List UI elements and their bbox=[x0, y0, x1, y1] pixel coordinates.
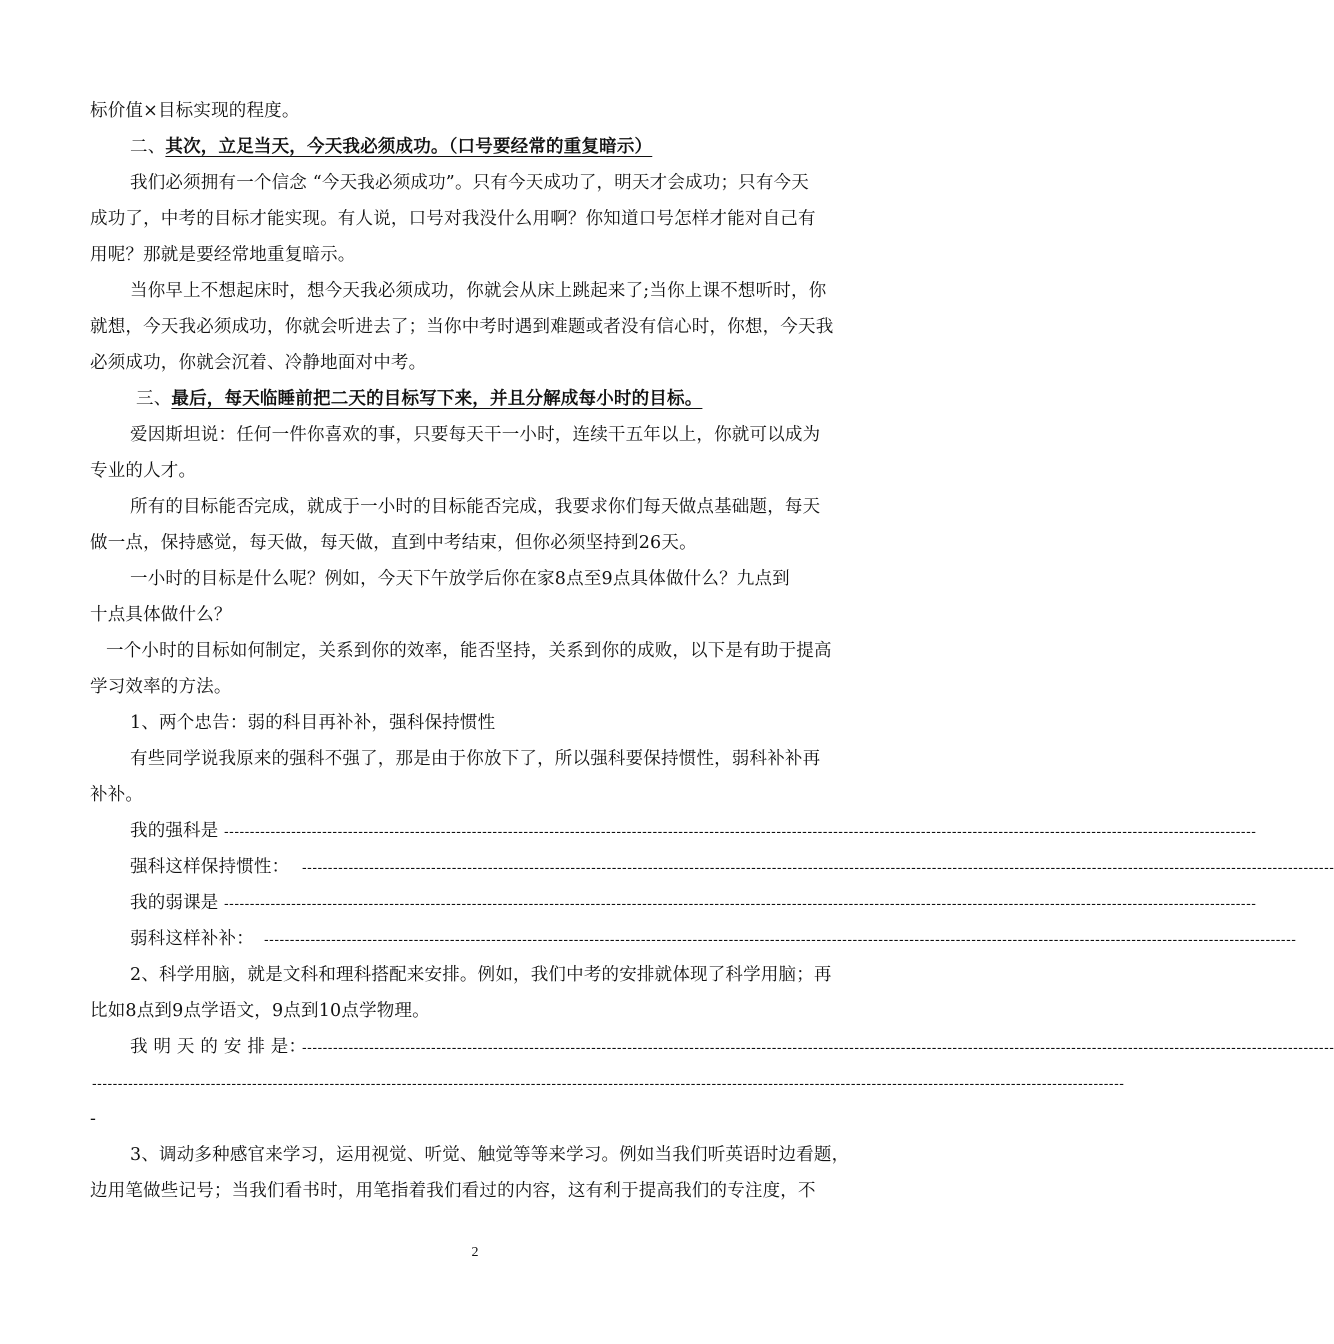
blank-line-end: - bbox=[90, 1109, 97, 1129]
heading-number: 三、 bbox=[136, 389, 172, 409]
paragraph-line: 我们必须拥有一个信念 “今天我必须成功”。只有今天成功了，明天才会成功；只有今天 bbox=[130, 173, 809, 193]
page-number: 2 bbox=[471, 1245, 479, 1260]
paragraph-line: 边用笔做些记号；当我们看书时，用笔指着我们看过的内容，这有利于提高我们的专注度，不 bbox=[90, 1181, 816, 1201]
paragraph-line: 学习效率的方法。 bbox=[90, 677, 232, 697]
paragraph-line: 一个小时的目标如何制定，关系到你的效率，能否坚持，关系到你的成败，以下是有助于提高 bbox=[106, 641, 832, 661]
fill-in-label: 弱科这样补补： bbox=[130, 929, 254, 949]
paragraph-line: 标价值×目标实现的程度。 bbox=[90, 101, 300, 121]
paragraph-line: 有些同学说我原来的强科不强了，那是由于你放下了，所以强科要保持惯性，弱科补补再 bbox=[130, 749, 821, 769]
blank-line[interactable]: -------------------------------------------------------------------------------------------------------------------------------------------------------------------------------------------------------- bbox=[264, 931, 1297, 947]
paragraph-line: 用呢？那就是要经常地重复暗示。 bbox=[90, 245, 356, 265]
paragraph-line: 必须成功，你就会沉着、冷静地面对中考。 bbox=[90, 353, 427, 373]
paragraph-line: 补补。 bbox=[90, 785, 144, 805]
fill-in-label: 我的强科是 bbox=[130, 821, 219, 841]
blank-line[interactable]: -------------------------------------------------------------------------------------------------------------------------------------------------------------------------------------------------------- bbox=[224, 823, 1257, 839]
paragraph-line: 就想，今天我必须成功，你就会听进去了；当你中考时遇到难题或者没有信心时，你想，今天我 bbox=[90, 317, 834, 337]
paragraph-line: 专业的人才。 bbox=[90, 461, 197, 481]
paragraph-line: 十点具体做什么？ bbox=[90, 605, 232, 625]
blank-line[interactable]: -------------------------------------------------------------------------------------------------------------------------------------------------------------------------------------------------------- bbox=[302, 859, 1334, 875]
heading-text: 最后，每天临睡前把二天的目标写下来，并且分解成每小时的目标。 bbox=[171, 389, 703, 409]
blank-line[interactable]: -------------------------------------------------------------------------------------------------------------------------------------------------------------------------------------------------------- bbox=[224, 895, 1257, 911]
paragraph-line: 做一点，保持感觉，每天做，每天做，直到中考结束，但你必须坚持到26天。 bbox=[90, 533, 697, 553]
paragraph-line: 当你早上不想起床时，想今天我必须成功，你就会从床上跳起来了;当你上课不想听时，你 bbox=[130, 281, 827, 301]
fill-in-label: 我 明 天 的 安 排 是： bbox=[130, 1037, 307, 1057]
paragraph-line: 比如8点到9点学语文，9点到10点学物理。 bbox=[90, 1001, 430, 1021]
paragraph-line: 2、科学用脑，就是文科和理科搭配来安排。例如，我们中考的安排就体现了科学用脑；再 bbox=[130, 965, 832, 985]
heading-number: 二、 bbox=[130, 137, 166, 157]
fill-in-label: 强科这样保持惯性： bbox=[130, 857, 290, 877]
paragraph-line: 成功了，中考的目标才能实现。有人说，口号对我没什么用啊？你知道口号怎样才能对自己有 bbox=[90, 209, 816, 229]
fill-in-label: 我的弱课是 bbox=[130, 893, 219, 913]
paragraph-line: 所有的目标能否完成，就成于一小时的目标能否完成，我要求你们每天做点基础题，每天 bbox=[130, 497, 821, 517]
section-heading-2 bbox=[130, 135, 860, 159]
blank-line[interactable]: -------------------------------------------------------------------------------------------------------------------------------------------------------------------------------------------------------- bbox=[302, 1039, 1334, 1055]
paragraph-line: 一小时的目标是什么呢？例如，今天下午放学后你在家8点至9点具体做什么？九点到 bbox=[130, 569, 790, 589]
heading-text: 其次，立足当天，今天我必须成功。（口号要经常的重复暗示） bbox=[165, 137, 653, 157]
section-heading-3 bbox=[136, 387, 860, 411]
blank-line[interactable]: -------------------------------------------------------------------------------------------------------------------------------------------------------------------------------------------------------- bbox=[92, 1075, 1125, 1091]
paragraph-line: 爱因斯坦说：任何一件你喜欢的事，只要每天干一小时，连续干五年以上，你就可以成为 bbox=[130, 425, 821, 445]
list-item-heading: 1、两个忠告：弱的科目再补补，强科保持惯性 bbox=[130, 713, 496, 733]
paragraph-line: 3、调动多种感官来学习，运用视觉、听觉、触觉等等来学习。例如当我们听英语时边看题， bbox=[130, 1145, 850, 1165]
